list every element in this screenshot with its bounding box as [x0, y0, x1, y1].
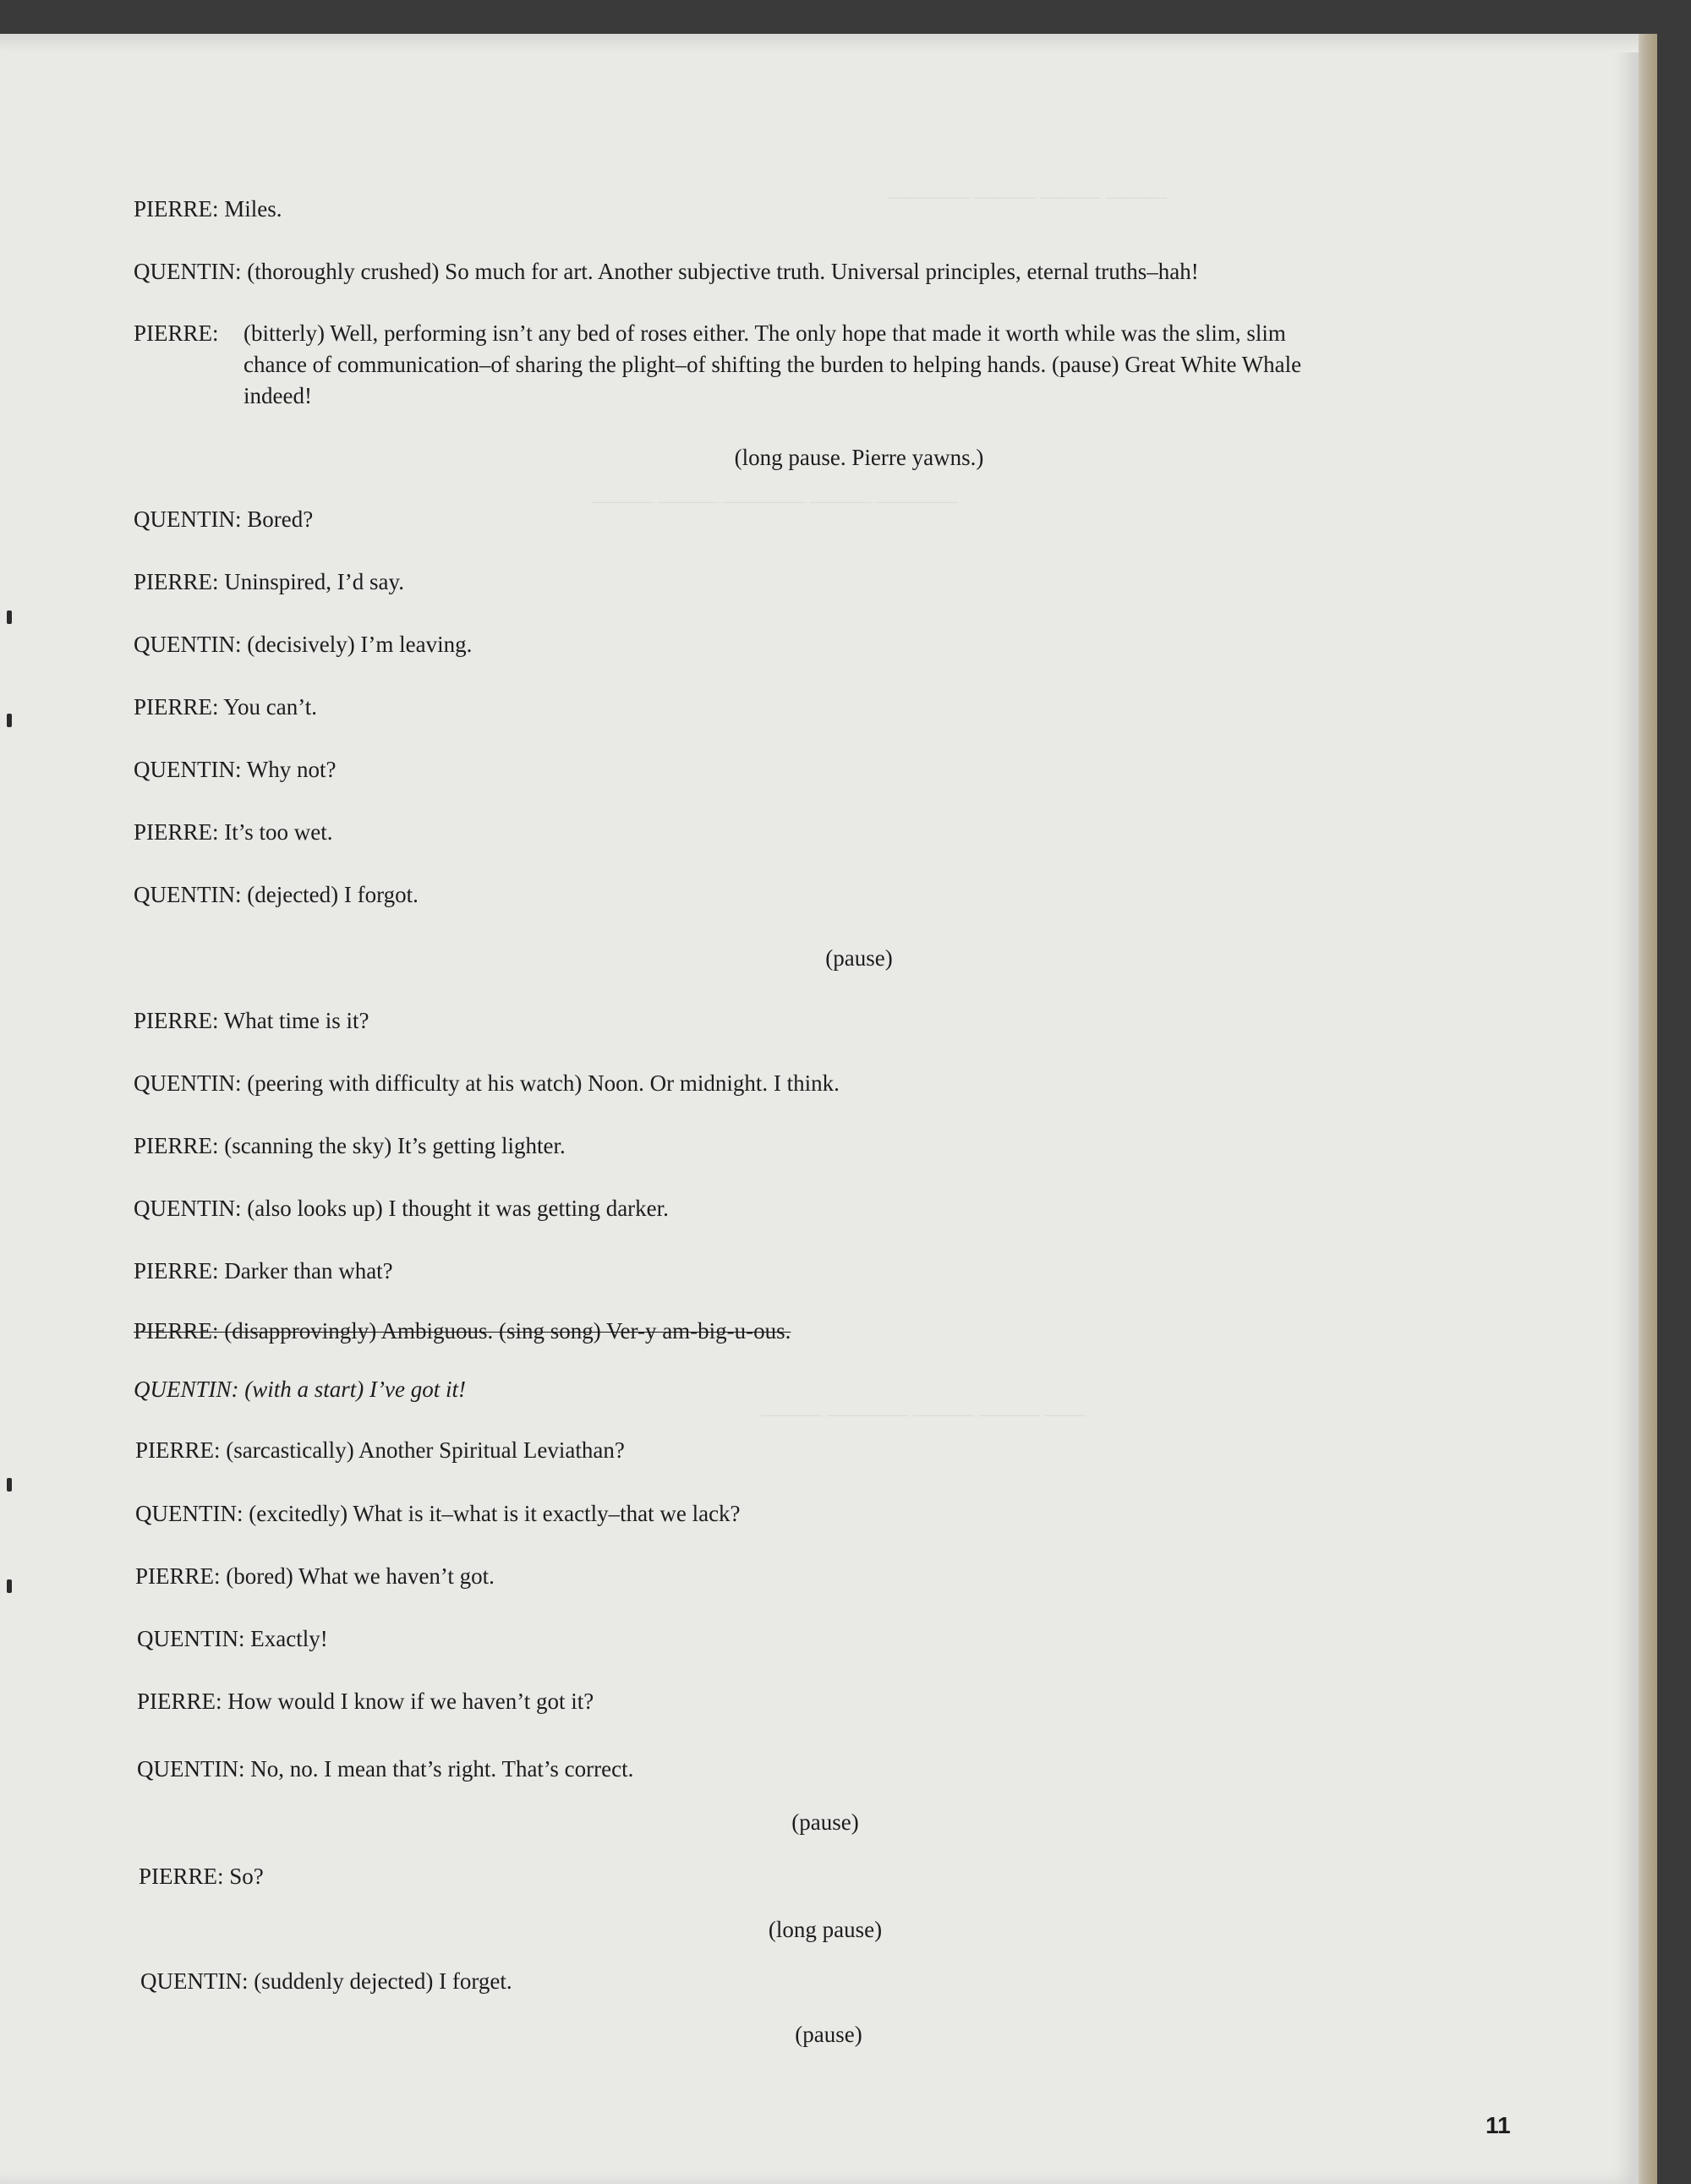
speaker-name: PIERRE:: [134, 196, 219, 222]
dialogue-text: (peering with difficulty at his watch) Noon. Or midnight. I think.: [247, 1070, 840, 1096]
dialogue-line: [134, 1068, 840, 1098]
dialogue-line: [134, 256, 1199, 287]
dialogue-line: [134, 692, 317, 722]
dialogue-line: [134, 504, 313, 534]
dialogue-text: It’s too wet.: [224, 819, 333, 845]
dialogue-line: [134, 879, 419, 910]
bleed-through: ———— ——— ——— ———: [888, 186, 1167, 208]
dialogue-text: Uninspired, I’d say.: [224, 569, 404, 594]
dialogue-line: [134, 1130, 566, 1161]
speaker-name: PIERRE:: [135, 1563, 221, 1589]
speaker-name: PIERRE:: [134, 694, 219, 720]
dialogue-line: [135, 1498, 741, 1529]
dialogue-text: (excitedly) What is it–what is it exactly–that we lack?: [249, 1501, 741, 1526]
dialogue-line: [134, 1193, 669, 1223]
speaker-name: QUENTIN:: [135, 1501, 244, 1526]
dialogue-text: chance of communication–of sharing the plight–of shifting the burden to helping hands. (pause) Great White Whale: [244, 352, 1302, 377]
binding-mark: [7, 714, 12, 727]
dialogue-line: [135, 1561, 495, 1591]
binding-mark: [7, 610, 12, 624]
dialogue-line: [137, 1754, 633, 1784]
dialogue-text: (bored) What we haven’t got.: [226, 1563, 495, 1589]
dialogue-text: Bored?: [247, 506, 314, 532]
dialogue-text: Darker than what?: [224, 1258, 393, 1284]
dialogue-line: [140, 1966, 512, 1996]
speaker-name: PIERRE:: [137, 1689, 222, 1714]
dialogue-text: (with a start) I’ve got it!: [244, 1377, 466, 1402]
dialogue-line: [134, 1374, 466, 1404]
speaker-name: PIERRE:: [134, 1008, 219, 1033]
speaker-name: PIERRE:: [134, 1258, 219, 1284]
dialogue-line: [134, 318, 219, 348]
binding-mark: [7, 1478, 12, 1492]
page-number: 11: [1486, 2112, 1511, 2138]
dialogue-text: No, no. I mean that’s right. That’s correct.: [250, 1756, 634, 1782]
speaker-name: QUENTIN:: [134, 1196, 242, 1221]
dialogue-line: [134, 1256, 393, 1286]
stage-direction: (pause): [795, 2022, 862, 2047]
dialogue-line: [134, 1316, 791, 1346]
bleed-through: ——— ———— ——— ——— ——: [761, 1404, 1086, 1426]
dialogue-text: (suddenly dejected) I forget.: [254, 1968, 512, 1994]
stage-direction: (pause): [825, 945, 893, 971]
speaker-name: QUENTIN:: [137, 1756, 245, 1782]
dialogue-text: (decisively) I’m leaving.: [247, 632, 473, 657]
dialogue-line: [134, 817, 333, 847]
speaker-name: PIERRE:: [139, 1864, 224, 1889]
dialogue-text: You can’t.: [223, 694, 318, 720]
speaker-name: PIERRE:: [134, 1133, 219, 1158]
page-edge: [1639, 34, 1657, 2184]
dialogue-text: (also looks up) I thought it was getting darker.: [247, 1196, 669, 1221]
dialogue-text: indeed!: [244, 383, 312, 408]
dialogue-text: (bitterly) Well, performing isn’t any bed of roses either. The only hope that made it worth while was the slim, slim: [244, 320, 1286, 346]
dialogue-text: (thoroughly crushed) So much for art. Another subjective truth. Universal principles, eternal truths–hah!: [247, 259, 1199, 284]
dialogue-line: [137, 1623, 328, 1654]
dialogue-line: [134, 194, 282, 224]
dialogue-text: So?: [229, 1864, 264, 1889]
dialogue-line: [134, 629, 472, 660]
dialogue-line: [137, 1686, 594, 1716]
dialogue-line: [134, 567, 404, 597]
page-top-shadow: [0, 34, 1639, 52]
stage-direction: (pause): [791, 1809, 859, 1835]
speaker-name: QUENTIN:: [134, 1377, 239, 1402]
stage-direction: (long pause): [768, 1917, 883, 1942]
dialogue-text: What time is it?: [223, 1008, 369, 1033]
dialogue-line: [134, 754, 336, 785]
speaker-name: QUENTIN:: [140, 1968, 249, 1994]
speaker-name: QUENTIN:: [134, 506, 242, 532]
dialogue-text: Exactly!: [250, 1626, 328, 1651]
dialogue-text: Miles.: [224, 196, 282, 222]
dialogue-text: How would I know if we haven’t got it?: [227, 1689, 594, 1714]
speaker-name: PIERRE:: [134, 1318, 219, 1344]
dialogue-line: [134, 1005, 369, 1036]
speaker-name: QUENTIN:: [134, 1070, 242, 1096]
speaker-name: QUENTIN:: [134, 757, 242, 782]
speaker-name: QUENTIN:: [134, 632, 242, 657]
dialogue-text: (sarcastically) Another Spiritual Leviathan?: [226, 1437, 625, 1463]
speaker-name: PIERRE:: [134, 819, 219, 845]
bleed-through: ——— ——— ———— ——— ————: [592, 490, 957, 512]
script-page: [0, 34, 1639, 2184]
speaker-name: QUENTIN:: [134, 882, 242, 907]
dialogue-text: (scanning the sky) It’s getting lighter.: [224, 1133, 566, 1158]
binding-mark: [7, 1579, 12, 1593]
speaker-name: PIERRE:: [134, 569, 219, 594]
dialogue-text: (disapprovingly) Ambiguous. (sing song) Ver-y am-big-u-ous.: [224, 1318, 791, 1344]
dialogue-line: [139, 1861, 264, 1891]
dialogue-text: (dejected) I forgot.: [247, 882, 419, 907]
dialogue-line: [135, 1435, 625, 1465]
speaker-name: QUENTIN:: [134, 259, 242, 284]
speaker-name: QUENTIN:: [137, 1626, 245, 1651]
speaker-name: PIERRE:: [134, 320, 219, 346]
stage-direction: (long pause. Pierre yawns.): [734, 445, 984, 470]
dialogue-text: Why not?: [246, 757, 337, 782]
speaker-name: PIERRE:: [135, 1437, 221, 1463]
